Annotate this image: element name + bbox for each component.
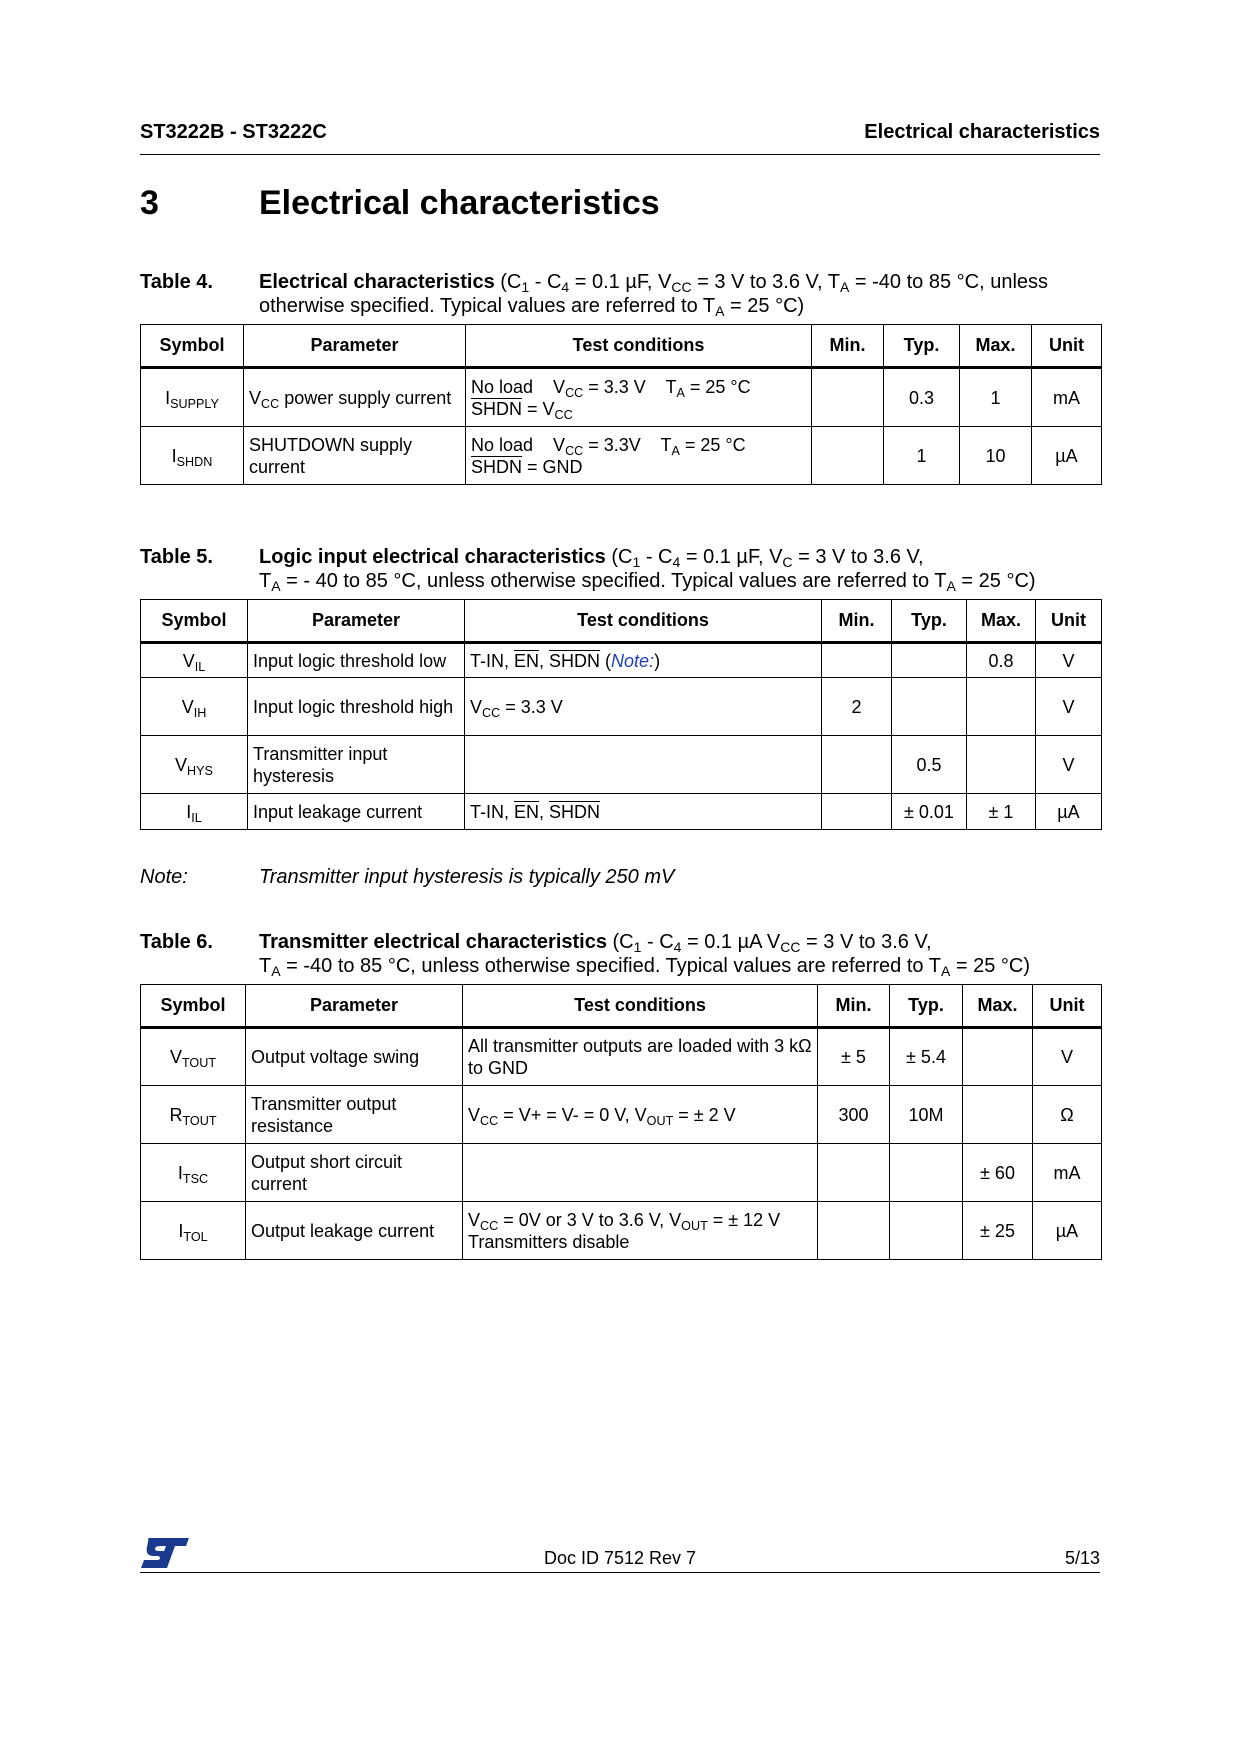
- min-cell: 300: [818, 1086, 890, 1144]
- max-cell: [963, 1086, 1033, 1144]
- min-cell: 2: [822, 678, 892, 736]
- typ-cell: 0.5: [892, 736, 967, 794]
- parameter-cell: SHUTDOWN supply current: [244, 427, 466, 485]
- typ-cell: 0.3: [884, 368, 960, 427]
- table6-header-min: Min.: [818, 985, 890, 1028]
- symbol-cell: $R_{TOUT}$: [141, 1086, 246, 1144]
- table4-header-conditions: Test conditions: [466, 325, 812, 368]
- min-cell: [818, 1202, 890, 1260]
- max-cell: ± 25: [963, 1202, 1033, 1260]
- typ-cell: ± 5.4: [890, 1028, 963, 1086]
- min-cell: [818, 1144, 890, 1202]
- table5-header-typ: Typ.: [892, 600, 967, 643]
- unit-cell: µA: [1032, 427, 1102, 485]
- unit-cell: mA: [1032, 368, 1102, 427]
- table5-header-parameter: Parameter: [248, 600, 465, 643]
- symbol-cell: $I_{TSC}$: [141, 1144, 246, 1202]
- table5-header-row: [141, 600, 1102, 643]
- unit-cell: µA: [1033, 1202, 1102, 1260]
- conditions-cell: All transmitter outputs are loaded with 3 kΩ to GND: [463, 1028, 818, 1086]
- parameter-cell: Transmitter output resistance: [246, 1086, 463, 1144]
- table6-header-typ: Typ.: [890, 985, 963, 1028]
- symbol-cell: $I_{IL}$: [141, 794, 248, 830]
- unit-cell: V: [1033, 1028, 1102, 1086]
- note-text: Transmitter input hysteresis is typically 250 mV: [259, 866, 675, 888]
- table-row: [141, 643, 1102, 678]
- table5: [140, 599, 1102, 830]
- header-section: Electrical characteristics: [864, 121, 1100, 143]
- max-cell: ± 1: [967, 794, 1036, 830]
- table4: [140, 324, 1102, 485]
- header-rule: [140, 154, 1100, 155]
- max-cell: 0.8: [967, 643, 1036, 678]
- table6-header-symbol: Symbol: [141, 985, 246, 1028]
- note-label: Note:: [140, 866, 188, 888]
- parameter-cell: Input logic threshold high: [248, 678, 465, 736]
- table6-caption-text: Transmitter electrical characteristics ($C_1 - C_4 = 0.1$ µA $V_{CC} = 3$ V to 3.6 V, $T_A = -40$ to 85 °C, unless otherwise specified. Typical values are referred to $T_A = 25$ °C): [259, 931, 1030, 980]
- max-cell: 1: [960, 368, 1032, 427]
- table4-caption-text: Electrical characteristics ($C_1 - C_4 = 0.1$ µF, $V_{CC} = 3$ V to 3.6 V, $T_A = -40$ to 85 °C, unless otherwise specified. Typical values are referred to $T_A = 25$ °C): [259, 271, 1049, 320]
- min-cell: [822, 643, 892, 678]
- table4-caption-title: Electrical characteristics: [259, 271, 495, 293]
- unit-cell: mA: [1033, 1144, 1102, 1202]
- unit-cell: V: [1036, 736, 1102, 794]
- footer-rule: [140, 1572, 1100, 1573]
- symbol-cell: $I_{SHDN}$: [141, 427, 244, 485]
- conditions-cell: No load $V_{CC} = 3.3$ V $T_A = 25$ °C SHDN = $V_{CC}$: [466, 368, 812, 427]
- parameter-cell: Input logic threshold low: [248, 643, 465, 678]
- table5-caption-title: Logic input electrical characteristics: [259, 546, 606, 568]
- table4-label: Table 4.: [140, 271, 213, 293]
- unit-cell: µA: [1036, 794, 1102, 830]
- table5-header-unit: Unit: [1036, 600, 1102, 643]
- table5-label: Table 5.: [140, 546, 213, 568]
- table-row: [141, 1086, 1102, 1144]
- parameter-cell: Output voltage swing: [246, 1028, 463, 1086]
- table6-label: Table 6.: [140, 931, 213, 953]
- table-row: [141, 794, 1102, 830]
- table6-header-parameter: Parameter: [246, 985, 463, 1028]
- max-cell: [963, 1028, 1033, 1086]
- typ-cell: ± 0.01: [892, 794, 967, 830]
- conditions-cell: $V_{CC} = 3.3$ V: [465, 678, 822, 736]
- table5-note: [140, 866, 675, 889]
- table4-header-unit: Unit: [1032, 325, 1102, 368]
- typ-cell: [892, 643, 967, 678]
- symbol-cell: $V_{IH}$: [141, 678, 248, 736]
- typ-cell: 1: [884, 427, 960, 485]
- symbol-cell: $I_{SUPPLY}$: [141, 368, 244, 427]
- table5-header-conditions: Test conditions: [465, 600, 822, 643]
- max-cell: ± 60: [963, 1144, 1033, 1202]
- table5-caption-text: Logic input electrical characteristics ($C_1 - C_4 = 0.1$ µF, $V_C = 3$ V to 3.6 V, $T_A$ = - 40 to 85 °C, unless otherwise specified. Typical values are referred to $T_A = 25$ °C): [259, 546, 1036, 595]
- min-cell: [822, 794, 892, 830]
- parameter-cell: Transmitter input hysteresis: [248, 736, 465, 794]
- symbol-cell: $V_{HYS}$: [141, 736, 248, 794]
- table-row: [141, 736, 1102, 794]
- section-number: 3: [140, 184, 159, 222]
- unit-cell: Ω: [1033, 1086, 1102, 1144]
- max-cell: 10: [960, 427, 1032, 485]
- table6-header-row: [141, 985, 1102, 1028]
- typ-cell: 10M: [890, 1086, 963, 1144]
- min-cell: ± 5: [818, 1028, 890, 1086]
- conditions-cell: $V_{CC} = 0V$ or 3 V to 3.6 V, $V_{OUT}$ = ± 12 V Transmitters disable: [463, 1202, 818, 1260]
- conditions-cell: $V_{CC} = V+ = V- = 0$ V, $V_{OUT}$ = ± 2 V: [463, 1086, 818, 1144]
- table-row: [141, 678, 1102, 736]
- table-row: [141, 1144, 1102, 1202]
- parameter-cell: $V_{CC}$ power supply current: [244, 368, 466, 427]
- max-cell: [967, 678, 1036, 736]
- conditions-cell: T-IN, $\overline{EN}$, SHDN: [465, 794, 822, 830]
- conditions-cell: No load $V_{CC} = 3.3V$ $T_A = 25$ °C SHDN = GND: [466, 427, 812, 485]
- parameter-cell: Output leakage current: [246, 1202, 463, 1260]
- table6-header-max: Max.: [963, 985, 1033, 1028]
- table5-header-min: Min.: [822, 600, 892, 643]
- max-cell: [967, 736, 1036, 794]
- table6-caption-title: Transmitter electrical characteristics: [259, 931, 607, 953]
- table6: [140, 984, 1102, 1260]
- table5-header-symbol: Symbol: [141, 600, 248, 643]
- parameter-cell: Input leakage current: [248, 794, 465, 830]
- min-cell: [812, 368, 884, 427]
- typ-cell: [890, 1144, 963, 1202]
- conditions-cell: [463, 1144, 818, 1202]
- table-row: [141, 368, 1102, 427]
- table6-header-conditions: Test conditions: [463, 985, 818, 1028]
- conditions-cell: T-IN, $\overline{EN}$, SHDN (Note:): [465, 643, 822, 678]
- table4-header-min: Min.: [812, 325, 884, 368]
- parameter-cell: Output short circuit current: [246, 1144, 463, 1202]
- min-cell: [812, 427, 884, 485]
- section-title: Electrical characteristics: [259, 184, 660, 222]
- table-row: [141, 427, 1102, 485]
- table-row: [141, 1202, 1102, 1260]
- table-row: [141, 1028, 1102, 1086]
- table4-header-symbol: Symbol: [141, 325, 244, 368]
- unit-cell: V: [1036, 643, 1102, 678]
- footer-doc-id: Doc ID 7512 Rev 7: [543, 1548, 697, 1568]
- symbol-cell: $V_{TOUT}$: [141, 1028, 246, 1086]
- note-link[interactable]: Note:: [611, 650, 655, 671]
- footer-page-number: 5/13: [1064, 1548, 1100, 1568]
- unit-cell: V: [1036, 678, 1102, 736]
- table4-header-row: [141, 325, 1102, 368]
- table5-header-max: Max.: [967, 600, 1036, 643]
- table4-header-max: Max.: [960, 325, 1032, 368]
- typ-cell: [890, 1202, 963, 1260]
- symbol-cell: $V_{IL}$: [141, 643, 248, 678]
- table6-header-unit: Unit: [1033, 985, 1102, 1028]
- table4-header-parameter: Parameter: [244, 325, 466, 368]
- min-cell: [822, 736, 892, 794]
- symbol-cell: $I_{TOL}$: [141, 1202, 246, 1260]
- header-product: ST3222B - ST3222C: [140, 121, 327, 143]
- conditions-cell: [465, 736, 822, 794]
- table4-header-typ: Typ.: [884, 325, 960, 368]
- typ-cell: [892, 678, 967, 736]
